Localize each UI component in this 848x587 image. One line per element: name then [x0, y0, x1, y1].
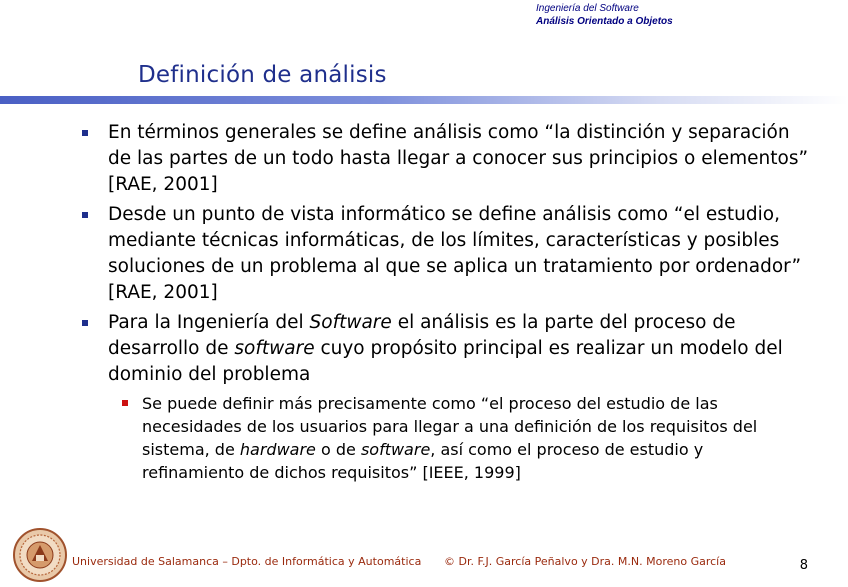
course-header — [536, 2, 673, 28]
bullet-item — [80, 310, 810, 388]
slide-content — [80, 120, 810, 484]
square-bullet-icon — [82, 212, 88, 218]
sub-bullet-item — [80, 392, 810, 484]
bullet-text: En términos generales se define análisis como “la distinción y separación de las partes de un todo hasta llegar a conocer sus principios o elementos” [RAE, 2001] — [108, 122, 809, 195]
bullet-item — [80, 202, 810, 306]
emphasis-text: Software — [309, 312, 392, 333]
red-square-bullet-icon — [122, 400, 128, 406]
page-number: 8 — [799, 558, 808, 573]
footer-copyright: © Dr. F.J. García Peñalvo y Dra. M.N. Moreno García — [444, 555, 726, 568]
emphasis-text: hardware — [239, 440, 316, 459]
square-bullet-icon — [82, 130, 88, 136]
slide-title: Definición de análisis — [138, 62, 387, 88]
bullet-item — [80, 120, 810, 198]
bullet-text — [108, 312, 783, 385]
course-subject: Ingeniería del Software — [536, 3, 639, 14]
text-segment: o de — [315, 440, 361, 459]
emphasis-text: software — [360, 440, 431, 459]
text-segment: Para la Ingeniería del — [108, 312, 310, 333]
text-segment: Se puede definir más precisamente como “el proceso del estudio de las necesidades de los usuarios para llegar a una definición de los requisitos del sistema, de — [142, 394, 758, 459]
sub-bullet-text — [142, 394, 757, 482]
course-topic: Análisis Orientado a Objetos — [536, 16, 673, 27]
university-seal-logo — [13, 528, 67, 582]
text-segment: el análisis es la parte del proceso de desarrollo de — [108, 312, 736, 359]
bullet-text: Desde un punto de vista informático se define análisis como “el estudio, mediante técnicas informáticas, de los límites, características y posibles soluciones de un problema al que se aplica un tratamiento por ordenador” [RAE, 2001] — [108, 204, 802, 303]
emphasis-text: software — [234, 338, 315, 359]
square-bullet-icon — [82, 320, 88, 326]
title-underline-bar — [0, 96, 848, 104]
footer-institution: Universidad de Salamanca – Dpto. de Informática y Automática — [72, 555, 422, 568]
text-segment: , así como el proceso de estudio y refinamiento de dichos requisitos” [IEEE, 1999] — [142, 440, 704, 482]
text-segment: cuyo propósito principal es realizar un modelo del dominio del problema — [108, 338, 783, 385]
